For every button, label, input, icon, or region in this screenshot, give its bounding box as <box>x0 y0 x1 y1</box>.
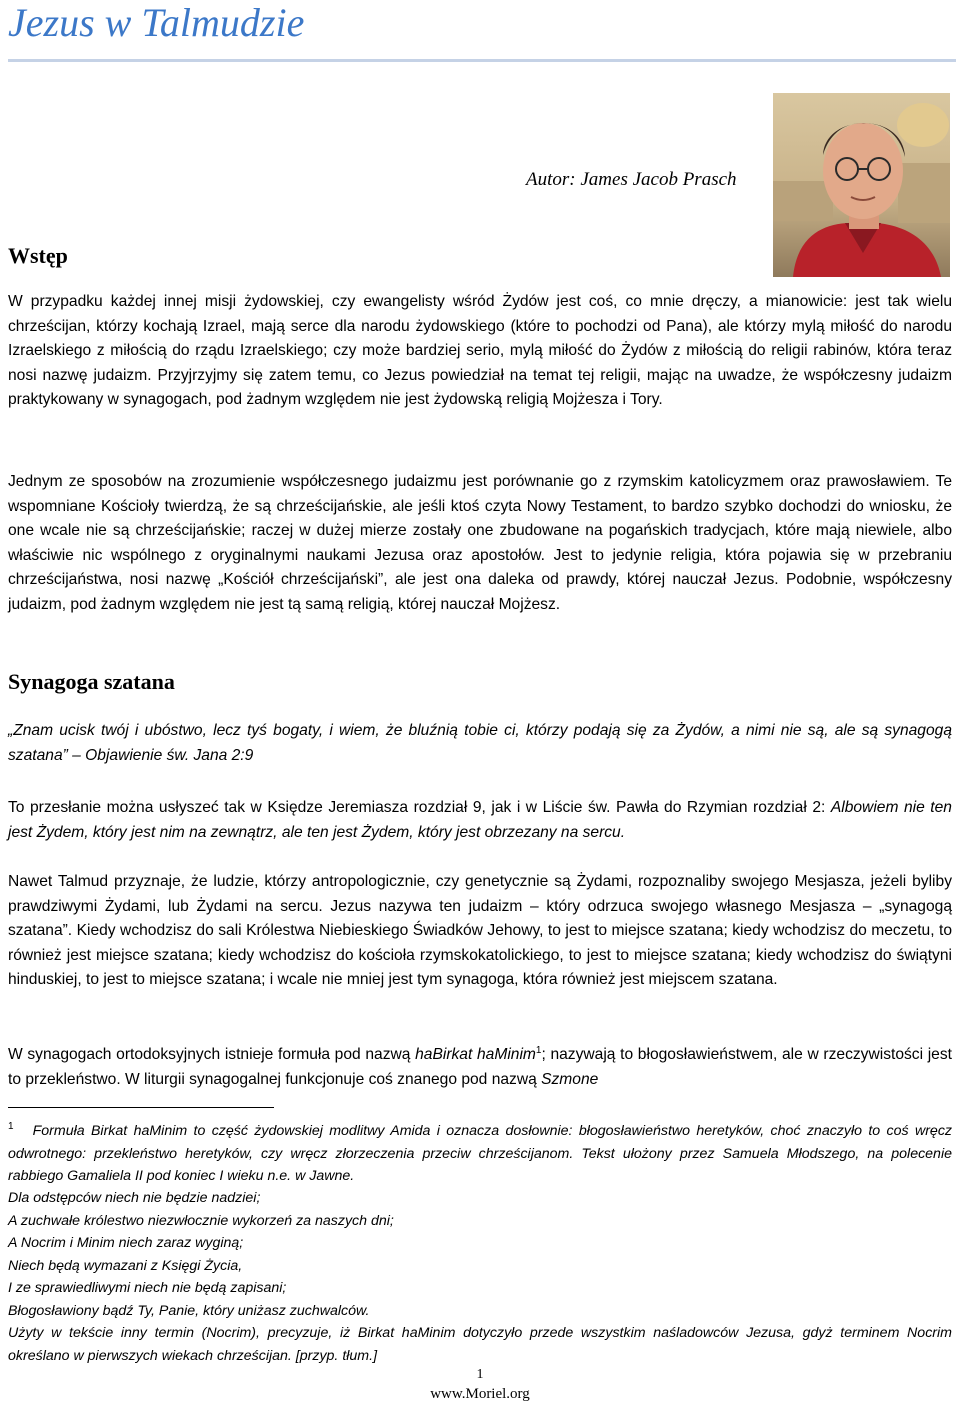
paragraph-message-quote: Albowiem nie ten jest Żydem, który jest nim na zewnątrz, ale ten jest Żydem, który jest obrzezany na sercu. <box>8 799 952 841</box>
footer-site-link[interactable]: www.Moriel.org <box>430 1386 530 1402</box>
author-line: Autor: James Jacob Prasch <box>526 169 737 190</box>
footnote-number: 1 <box>8 1121 14 1132</box>
section-heading-intro: Wstęp <box>8 243 68 268</box>
paragraph-intro <box>8 290 952 413</box>
term-szmone: Szmone <box>541 1070 599 1088</box>
footnote-text <box>8 1120 952 1188</box>
paragraph-talmud: Nawet Talmud przyznaje, że ludzie, którzy antropologicznie, czy genetycznie są Żydami, rozpoznaliby swojego Mesjasza, jeżeli byliby prawdziwymi Żydami, lub Żydami na sercu. Jezus nazywa ten judaizm – który odrzuca swojego własnego Mesjasza – „synagogą szatana”. Kiedy wchodzisz do sali Królestwa Niebieskiego Świadków Jehowy, to jest to miejsce szatana; kiedy wchodzisz do meczetu, to również jest miejsce szatana; kiedy wchodzisz do kościoła rzymskokatolickiego, to jest to miejsce szatana; kiedy wchodzisz do świątyni hinduskiej, to jest to miejsce szatana; i wcale nie mniej jest tym synagoga, która również jest miejscem szatana. <box>8 873 952 989</box>
prayer-line: A zuchwałe królestwo niezwłocznie wykorzeń za naszych dni; <box>8 1212 394 1229</box>
prayer-line: Dla odstępców niech nie będzie nadziei; <box>8 1190 261 1206</box>
author-photo <box>773 93 950 277</box>
paragraph-intro-part1: W przypadku każdej innej misji żydowskiej, czy ewangelisty wśród Żydów jest coś, co mnie dręczy, a mianowicie: jest tak wielu chrześcijan, którzy kochają Izrael, mają serce dla narodu żydowskiego (które to pochodzi od Pana), ale którzy mylą miłość do narodu Izraelskiego z miłością do rządu Izraelskiego; czy może bardziej serio, mylą miłość do Żydów z miłością do religii rabinów, która teraz nosi nazwę judaizm. <box>8 293 952 384</box>
footnote-ref[interactable]: 1 <box>535 1044 542 1056</box>
paragraph-message-text: To przesłanie można usłyszeć tak w Księdze Jeremiasza rozdział 9, jak i w Liście św. Pawła do Rzymian rozdział 2: <box>8 799 831 816</box>
footnote-prayer <box>8 1187 952 1322</box>
section-heading-synagogue: Synagoga szatana <box>8 669 175 694</box>
footnote-closing: Użyty w tekście inny termin (Nocrim), precyzuje, iż Birkat haMinim dotyczyło przede wszystkim naśladowców Jezusa, gdyż terminem Nocrim określano w pierwszych wiekach chrześcijan. [przyp. tłum.] <box>8 1325 952 1364</box>
paragraph-birkat-part2: ; nazywają to błogosławieństwem, ale w rzeczywistości jest to przekleństwo. W liturgii synagogalnej funkcjonuje coś znanego pod nazwą <box>8 1046 952 1088</box>
prayer-line: I ze sprawiedliwymi niech nie będą zapisani; <box>8 1280 287 1296</box>
paragraph-birkat-part1: W synagogach ortodoksyjnych istnieje formuła pod nazwą <box>8 1046 416 1063</box>
prayer-line: Niech będą wymazani z Księgi Życia, <box>8 1257 243 1274</box>
paragraph-message <box>8 796 952 845</box>
document-title: Jezus w Talmudzie <box>8 0 305 45</box>
scripture-quote: „Znam ucisk twój i ubóstwo, lecz tyś bogaty, i wiem, że bluźnią tobie ci, którzy podają się za Żydów, a nimi nie są, ale są synagogą szatana” – Objawienie św. Jana 2:9 <box>8 722 952 764</box>
term-habirkat-haminim: haBirkat haMinim <box>415 1046 536 1063</box>
footnote-body: Formuła Birkat haMinim to część żydowskiej modlitwy Amida i oznacza dosłownie: błogosławieństwo heretyków, choć znaczyło to coś wręcz odwrotnego: przekleństwo heretyków, czy wręcz złorzeczenia przeciw chrześcijanom. Tekst ułożony przez Samuela Młodszego, na polecenie rabbiego Gamaliela II pod koniec I wieku n.e. w Jawne. <box>8 1123 953 1184</box>
footnote-separator <box>8 1107 274 1108</box>
paragraph-birkat <box>8 1043 952 1092</box>
paragraph-intro-part2: Przyjrzyjmy się zatem temu, co Jezus powiedział na temat tej religii, mając na uwadze, że współczesny judaizm praktykowany w synagogach, pod żadnym względem nie jest żydowską religią Mojżesza i Tory. <box>8 366 953 409</box>
page-number: 1 <box>476 1367 484 1382</box>
title-rule <box>8 59 956 62</box>
paragraph-comparison: Jednym ze sposobów na zrozumienie współczesnego judaizmu jest porównanie go z rzymskim katolicyzmem oraz prawosławiem. Te wspomniane Kościoły twierdzą, że są chrześcijańskie, ale jeśli ktoś czyta Nowy Testament, to bardzo szybko dochodzi do wniosku, że one wcale nie są chrześcijańskie; raczej w dużej mierze zostały one zbudowane na pogańskich tradycjach, które mają niewiele, albo właściwie nic wspólnego z oryginalnymi naukami Jezusa oraz apostołów. Jest to jedynie religia, która pojawia się w przebraniu chrześcijaństwa, nosi nazwę „Kościół chrześcijański”, ale jest ona daleka od prawdy, której nauczał Jezus. Podobnie, współczesny judaizm, pod żadnym względem nie jest tą samą religią, której nauczał Mojżesz. <box>8 473 952 613</box>
prayer-line: Błogosławiony bądź Ty, Panie, który uniżasz zuchwalców. <box>8 1302 370 1319</box>
prayer-line: A Nocrim i Minim niech zaraz wyginą; <box>8 1235 244 1251</box>
